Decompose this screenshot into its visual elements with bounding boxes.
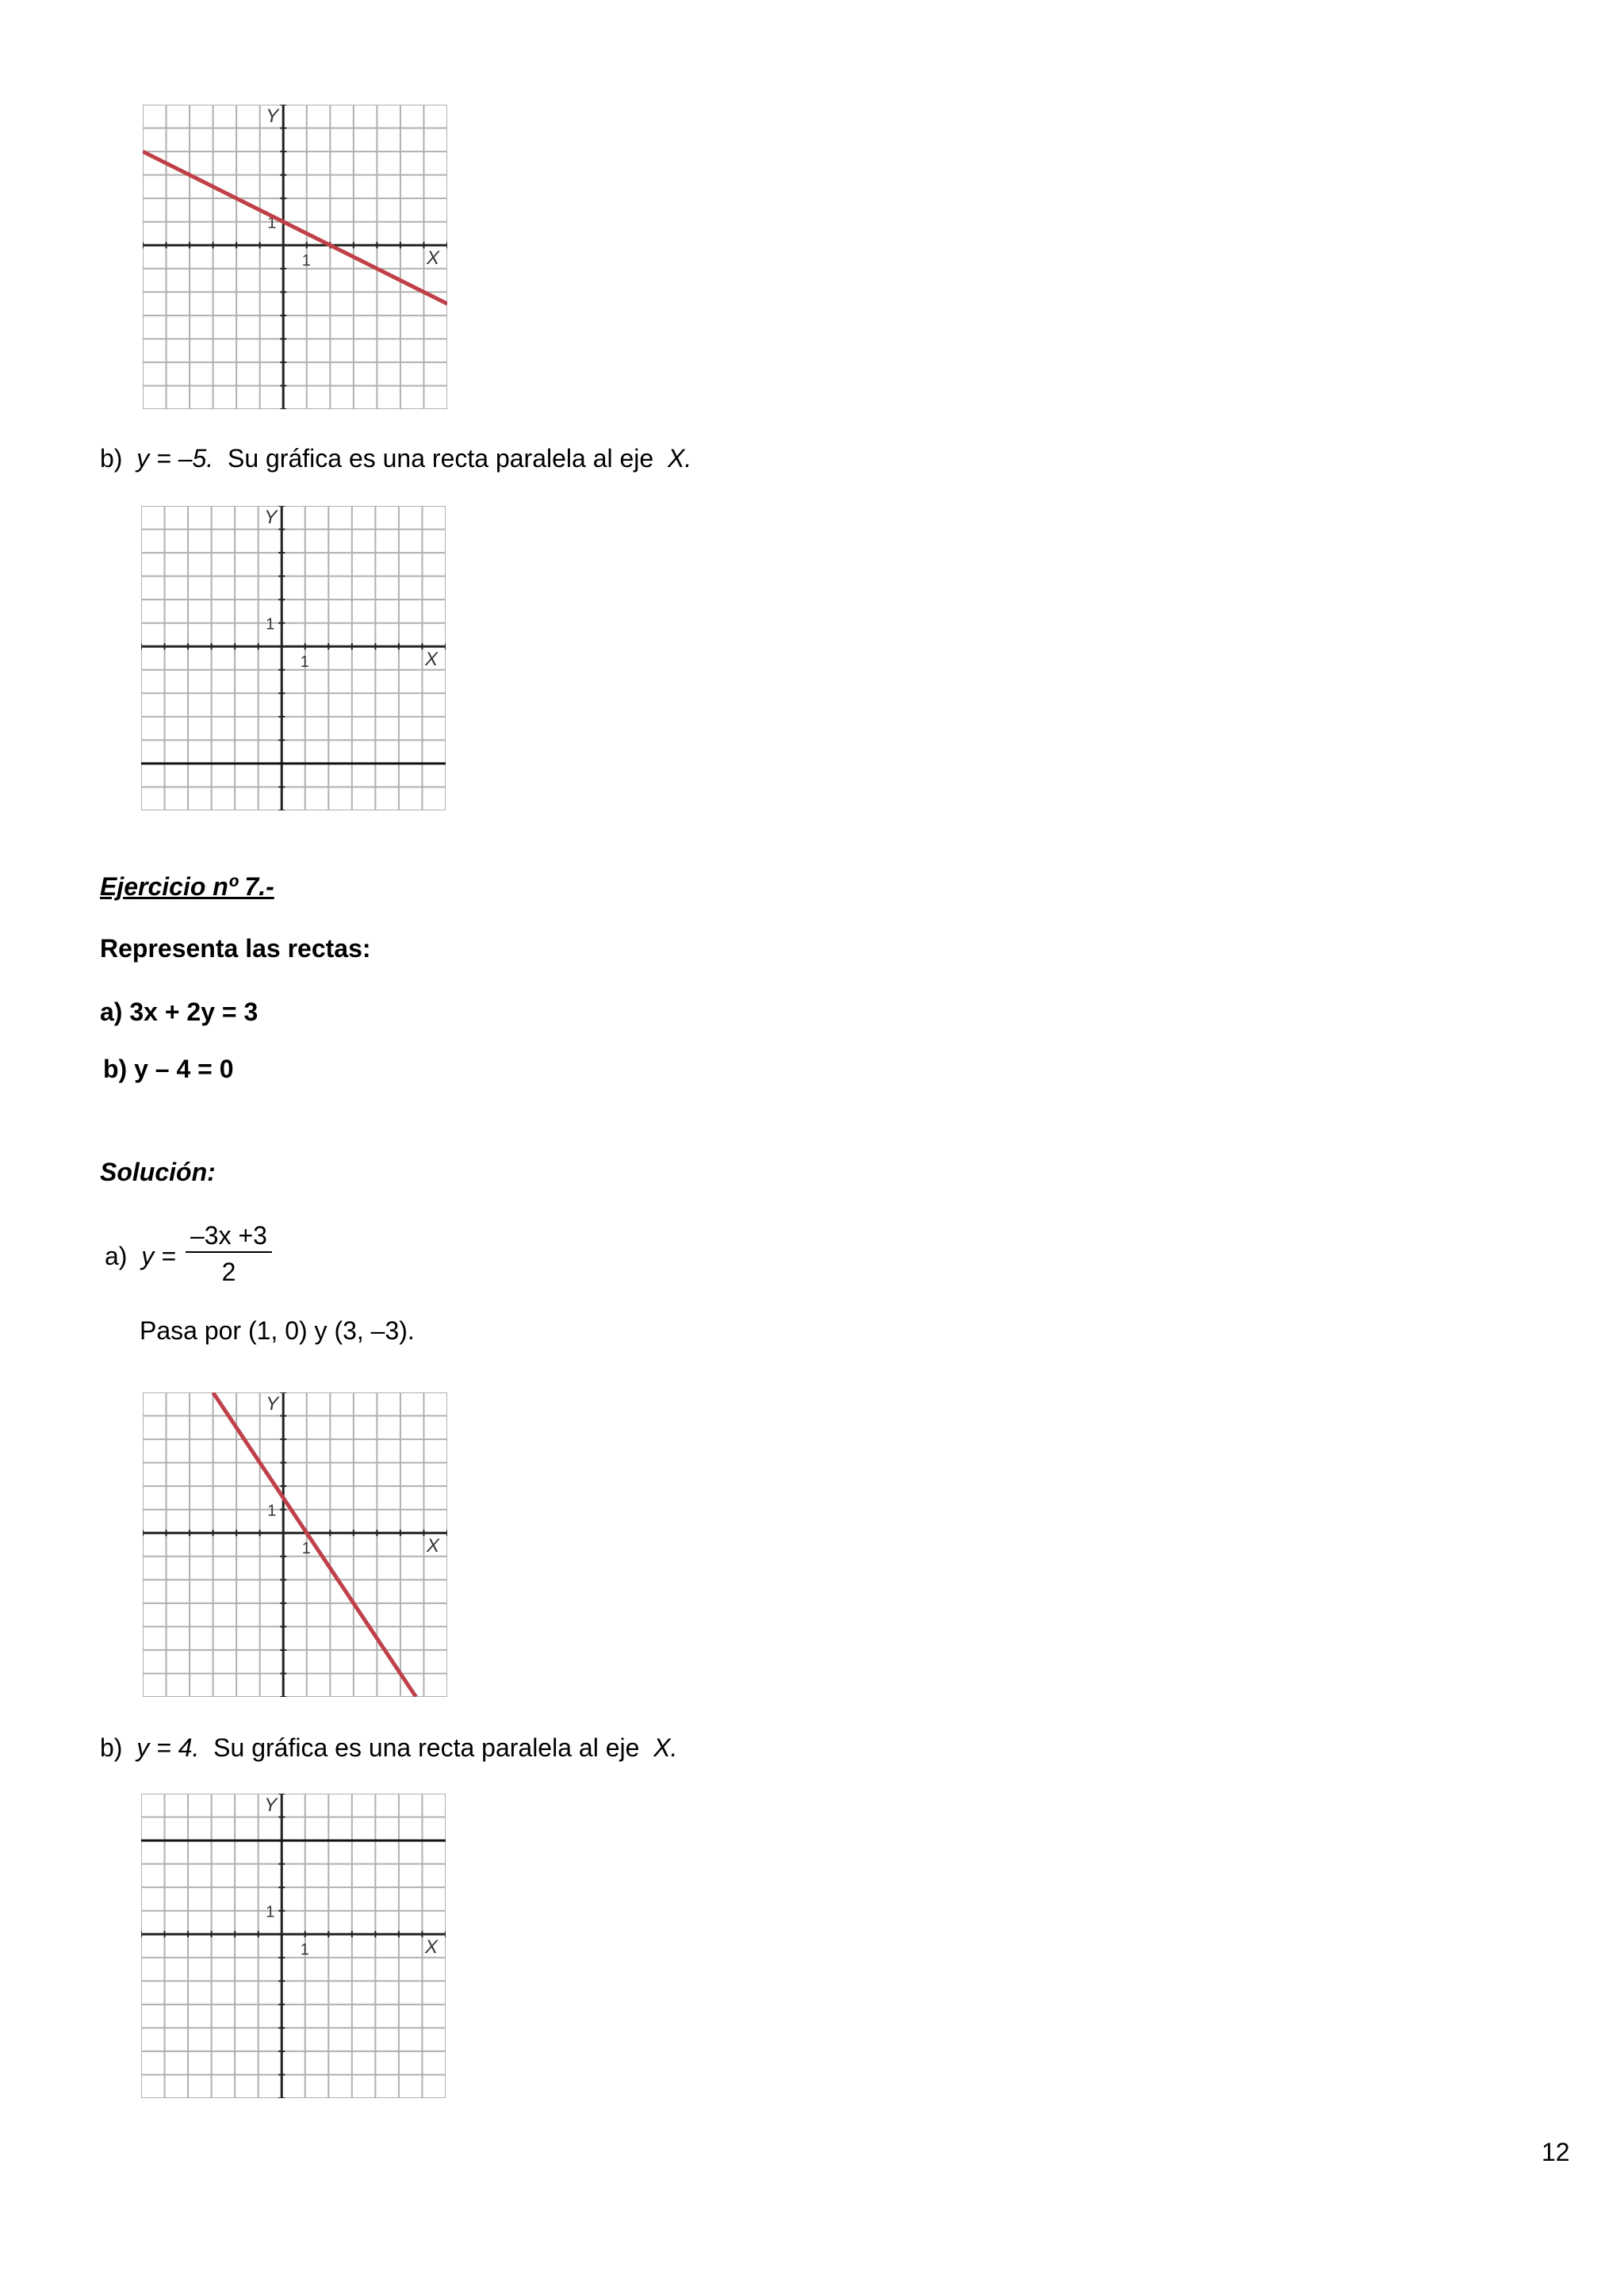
- grid: [143, 105, 447, 409]
- tick-label-y-1: 1: [267, 1502, 277, 1520]
- a-sol-label: a): [105, 1242, 128, 1270]
- line-b2: [100, 1732, 677, 1764]
- fraction-numerator: –3x +3: [186, 1221, 272, 1253]
- solution-a-label: [105, 1240, 176, 1272]
- tick-label-x-1: 1: [300, 653, 309, 672]
- tick-label-y-1: 1: [266, 615, 275, 634]
- b2-equation: y = 4.: [136, 1733, 200, 1762]
- tick-label-x-1: 1: [301, 1540, 311, 1558]
- grid: [143, 1392, 447, 1697]
- tick-label-y-1: 1: [266, 1903, 275, 1921]
- plotted-line: [213, 1392, 416, 1697]
- exercise-item-b: b) y – 4 = 0: [103, 1055, 234, 1083]
- exercise-heading: Ejercicio nº 7.-: [100, 872, 274, 901]
- a-sol-y: y =: [141, 1242, 176, 1270]
- b1-label: b): [100, 444, 123, 473]
- tick-label-x-1: 1: [301, 252, 311, 270]
- tick-label-y-1: 1: [267, 214, 277, 232]
- tick-label-x-1: 1: [300, 1941, 309, 1959]
- line-b1: [100, 442, 691, 474]
- b1-description: Su gráfica es una recta paralela al eje: [227, 444, 654, 473]
- x-axis-label: X: [425, 649, 439, 671]
- b2-label: b): [100, 1733, 123, 1762]
- exercise-prompt: Representa las rectas:: [100, 934, 371, 963]
- solution-fraction: [186, 1221, 272, 1288]
- b1-axis: X.: [667, 444, 692, 473]
- graph-line-1: [143, 105, 447, 409]
- pasa-por-text: Pasa por (1, 0) y (3, –3).: [140, 1316, 415, 1345]
- y-axis-label: Y: [266, 1393, 279, 1415]
- b2-axis: X.: [653, 1733, 678, 1762]
- graph-line-3: [143, 1392, 447, 1697]
- y-axis-label: Y: [264, 1794, 278, 1816]
- b2-description: Su gráfica es una recta paralela al eje: [213, 1733, 640, 1762]
- graph-line-4: [141, 1794, 446, 2098]
- b1-equation: y = –5.: [136, 444, 214, 473]
- x-axis-label: X: [427, 247, 440, 270]
- exercise-item-a: a) 3x + 2y = 3: [100, 998, 259, 1026]
- graph-line-2: [141, 506, 446, 810]
- page-number: 12: [1542, 2138, 1570, 2166]
- solution-heading: Solución:: [100, 1158, 216, 1186]
- fraction-denominator: 2: [221, 1258, 236, 1286]
- y-axis-label: Y: [264, 507, 278, 528]
- y-axis-label: Y: [266, 105, 279, 127]
- x-axis-label: X: [425, 1936, 439, 1959]
- x-axis-label: X: [427, 1535, 440, 1557]
